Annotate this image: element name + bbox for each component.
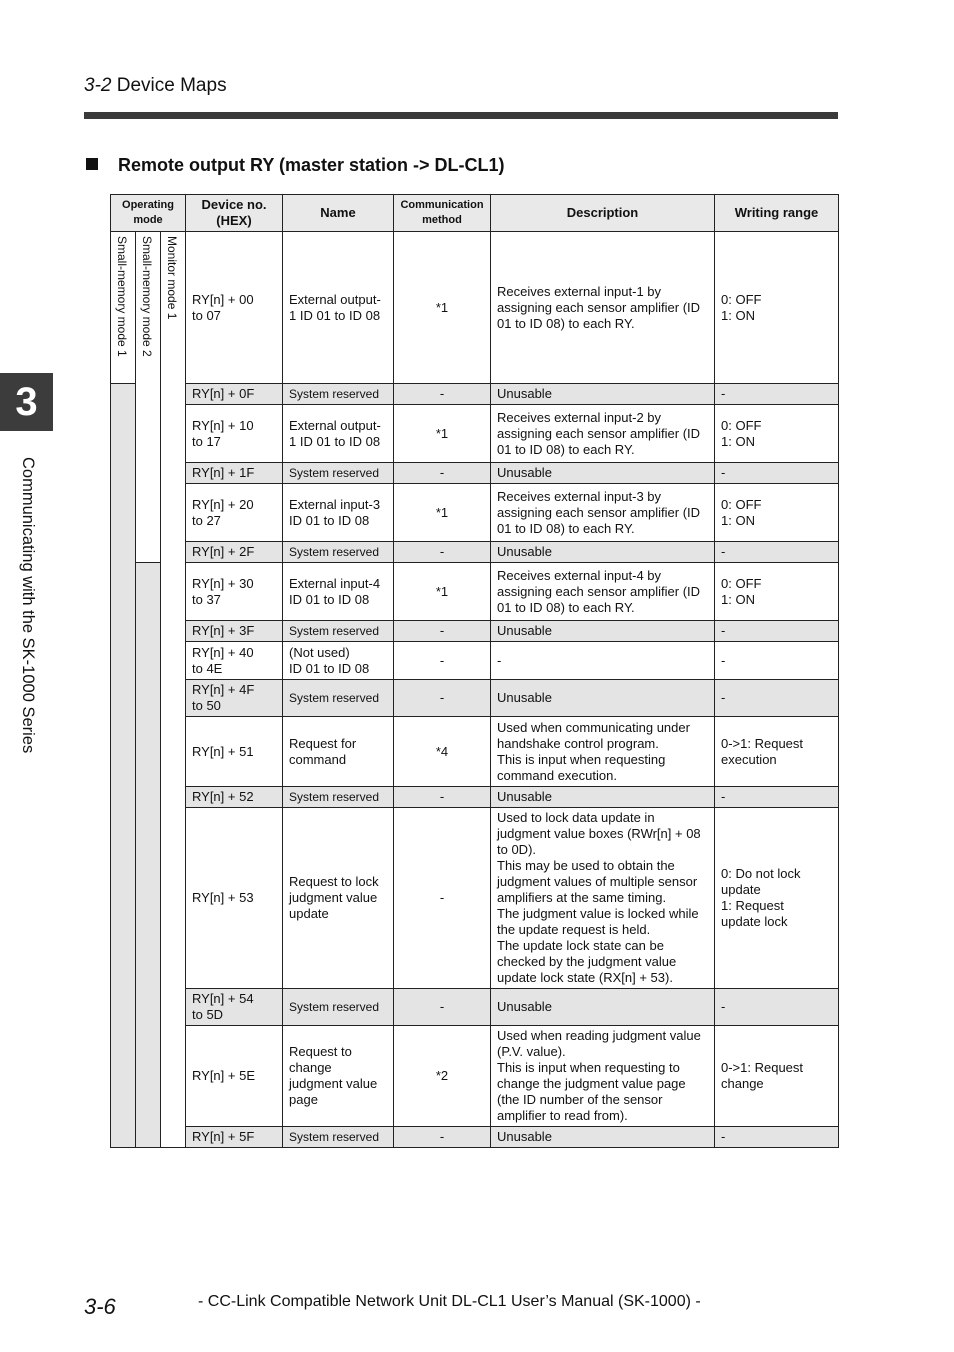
header-description: Description [491, 195, 715, 232]
cell-communication-method: *2 [394, 1026, 491, 1127]
bullet-square-icon [86, 158, 98, 170]
mode-small-memory-1 [111, 232, 136, 384]
cell-description: - [491, 642, 715, 680]
table-row [111, 787, 839, 808]
cell-communication-method: *1 [394, 232, 491, 384]
cell-communication-method: - [394, 542, 491, 563]
mode-small-memory-2 [136, 232, 161, 563]
cell-writing-range: - [715, 1127, 839, 1148]
cell-name: External input-4 ID 01 to ID 08 [283, 563, 394, 621]
section-header [84, 75, 227, 97]
remote-output-table [110, 194, 839, 1148]
cell-name: System reserved [283, 989, 394, 1026]
cell-device-no: RY[n] + 53 [186, 808, 283, 989]
cell-description: Unusable [491, 787, 715, 808]
cell-writing-range: - [715, 542, 839, 563]
cell-description: Unusable [491, 680, 715, 717]
cell-name: System reserved [283, 463, 394, 484]
cell-description: Unusable [491, 1127, 715, 1148]
cell-description: Unusable [491, 989, 715, 1026]
cell-writing-range: 0: OFF 1: ON [715, 563, 839, 621]
cell-device-no: RY[n] + 2F [186, 542, 283, 563]
cell-device-no: RY[n] + 20 to 27 [186, 484, 283, 542]
cell-name: External input-3 ID 01 to ID 08 [283, 484, 394, 542]
cell-device-no: RY[n] + 40 to 4E [186, 642, 283, 680]
cell-device-no: RY[n] + 4F to 50 [186, 680, 283, 717]
cell-name: External output- 1 ID 01 to ID 08 [283, 232, 394, 384]
cell-description: Unusable [491, 384, 715, 405]
table-row [111, 542, 839, 563]
header-writing-range: Writing range [715, 195, 839, 232]
table-row [111, 232, 839, 384]
cell-device-no: RY[n] + 0F [186, 384, 283, 405]
cell-writing-range: - [715, 384, 839, 405]
cell-communication-method: *4 [394, 717, 491, 787]
header-device-no: Device no. (HEX) [186, 195, 283, 232]
cell-writing-range: 0->1: Request change [715, 1026, 839, 1127]
mode-monitor-1 [161, 232, 186, 1148]
cell-writing-range: 0: Do not lock update 1: Request update lock [715, 808, 839, 989]
table-row [111, 621, 839, 642]
cell-writing-range: 0: OFF 1: ON [715, 484, 839, 542]
mode-monitor-1-label: Monitor mode 1 [165, 236, 179, 320]
cell-writing-range: - [715, 621, 839, 642]
cell-communication-method: - [394, 787, 491, 808]
table-row [111, 1026, 839, 1127]
cell-communication-method: - [394, 680, 491, 717]
table-row [111, 563, 839, 621]
page-number: 3-6 [84, 1294, 116, 1319]
cell-device-no: RY[n] + 00 to 07 [186, 232, 283, 384]
cell-name: External output- 1 ID 01 to ID 08 [283, 405, 394, 463]
cell-writing-range: - [715, 680, 839, 717]
cell-communication-method: - [394, 808, 491, 989]
table-heading-text: Remote output RY (master station -> DL-CL1) [118, 155, 505, 175]
cell-name: System reserved [283, 787, 394, 808]
cell-device-no: RY[n] + 54 to 5D [186, 989, 283, 1026]
table-row [111, 384, 839, 405]
cell-writing-range: 0->1: Request execution [715, 717, 839, 787]
cell-name: System reserved [283, 680, 394, 717]
table-row [111, 680, 839, 717]
cell-communication-method: *1 [394, 563, 491, 621]
cell-description: Unusable [491, 463, 715, 484]
cell-description: Receives external input-2 by assigning each sensor amplifier (ID 01 to ID 08) to each RY. [491, 405, 715, 463]
cell-communication-method: - [394, 642, 491, 680]
cell-description: Receives external input-4 by assigning each sensor amplifier (ID 01 to ID 08) to each RY. [491, 563, 715, 621]
table-body [111, 195, 839, 1148]
table-row [111, 989, 839, 1026]
cell-writing-range: 0: OFF 1: ON [715, 232, 839, 384]
cell-name: System reserved [283, 621, 394, 642]
cell-communication-method: - [394, 384, 491, 405]
cell-description: Used when reading judgment value (P.V. value). This is input when requesting to change the judgment value page (the ID number of the sensor amplifier to read from). [491, 1026, 715, 1127]
table-row [111, 463, 839, 484]
mode-small-memory-2-label: Small-memory mode 2 [140, 236, 154, 357]
cell-communication-method: - [394, 621, 491, 642]
cell-communication-method: - [394, 463, 491, 484]
cell-communication-method: - [394, 989, 491, 1026]
cell-writing-range: - [715, 989, 839, 1026]
table-heading [86, 155, 505, 176]
cell-description: Receives external input-1 by assigning each sensor amplifier (ID 01 to ID 08) to each RY. [491, 232, 715, 384]
cell-device-no: RY[n] + 10 to 17 [186, 405, 283, 463]
header-operating-mode: Operating mode [111, 195, 186, 232]
cell-description: Unusable [491, 542, 715, 563]
cell-description: Used when communicating under handshake control program. This is input when requesting command execution. [491, 717, 715, 787]
cell-communication-method: - [394, 1127, 491, 1148]
cell-name: System reserved [283, 1127, 394, 1148]
table-row [111, 405, 839, 463]
cell-device-no: RY[n] + 3F [186, 621, 283, 642]
manual-title: - CC-Link Compatible Network Unit DL-CL1 User’s Manual (SK-1000) - [198, 1293, 701, 1310]
cell-name: Request to lock judgment value update [283, 808, 394, 989]
cell-device-no: RY[n] + 51 [186, 717, 283, 787]
cell-writing-range: 0: OFF 1: ON [715, 405, 839, 463]
cell-writing-range: - [715, 642, 839, 680]
table-row [111, 808, 839, 989]
cell-device-no: RY[n] + 1F [186, 463, 283, 484]
cell-device-no: RY[n] + 30 to 37 [186, 563, 283, 621]
cell-name: Request for command [283, 717, 394, 787]
mode-small-memory-1-unused [111, 384, 136, 1148]
table-row [111, 717, 839, 787]
table-row [111, 484, 839, 542]
section-title: Device Maps [116, 75, 227, 96]
table-row [111, 1127, 839, 1148]
cell-writing-range: - [715, 787, 839, 808]
cell-name: System reserved [283, 542, 394, 563]
header-communication-method: Communication method [394, 195, 491, 232]
cell-name: System reserved [283, 384, 394, 405]
cell-description: Receives external input-3 by assigning each sensor amplifier (ID 01 to ID 08) to each RY. [491, 484, 715, 542]
cell-device-no: RY[n] + 5F [186, 1127, 283, 1148]
chapter-title-vertical: Communicating with the SK-1000 Series [19, 457, 37, 754]
mode-small-memory-2-unused [136, 563, 161, 1148]
cell-device-no: RY[n] + 52 [186, 787, 283, 808]
cell-description: Used to lock data update in judgment value boxes (RWr[n] + 08 to 0D). This may be used to obtain the judgment values of multiple sensor amplifiers at the same timing. The judgment value is locked while the update request is held. The update lock state can be checked by the judgment value update lock state (RX[n] + 53). [491, 808, 715, 989]
section-number: 3-2 [84, 75, 112, 96]
header-name: Name [283, 195, 394, 232]
cell-name: Request to change judgment value page [283, 1026, 394, 1127]
table-row [111, 642, 839, 680]
cell-description: Unusable [491, 621, 715, 642]
cell-communication-method: *1 [394, 484, 491, 542]
cell-device-no: RY[n] + 5E [186, 1026, 283, 1127]
cell-writing-range: - [715, 463, 839, 484]
header-rule [84, 112, 838, 119]
cell-name: (Not used) ID 01 to ID 08 [283, 642, 394, 680]
chapter-number-tab: 3 [0, 373, 53, 431]
cell-communication-method: *1 [394, 405, 491, 463]
mode-small-memory-1-label: Small-memory mode 1 [115, 236, 129, 357]
